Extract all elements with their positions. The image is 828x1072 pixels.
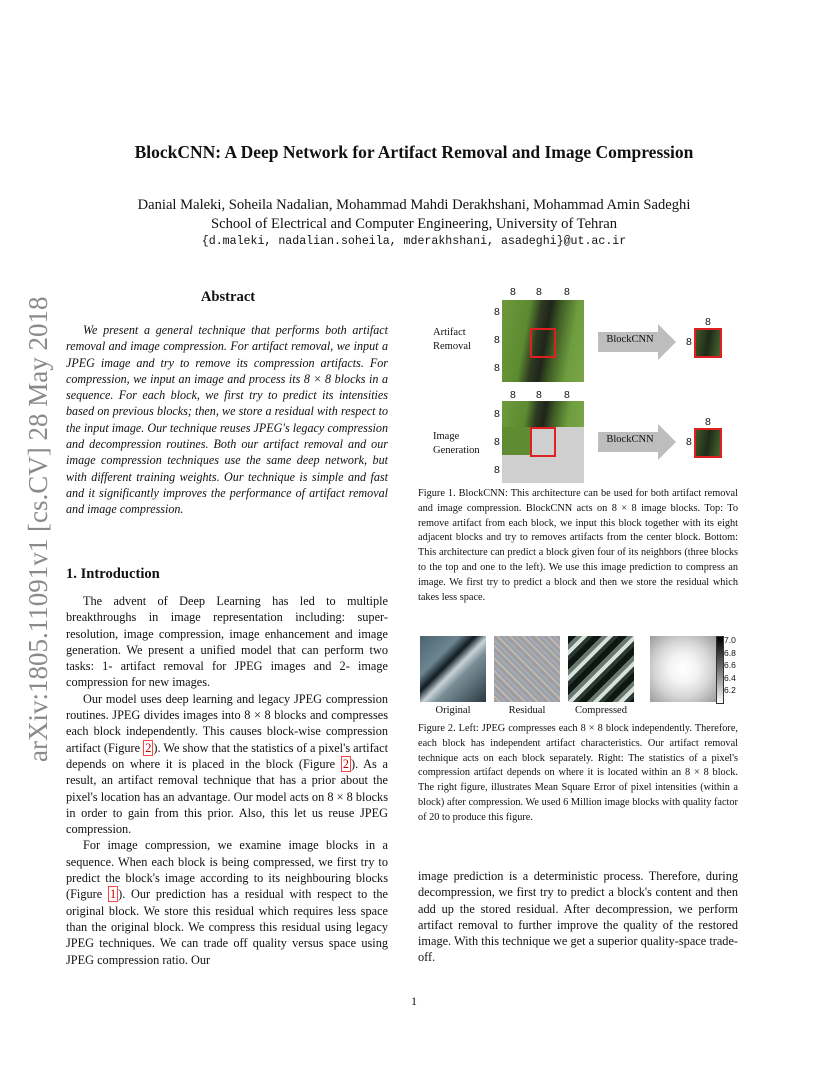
intro-body (66, 593, 388, 968)
original-image (420, 636, 486, 702)
dim-label: 8 (686, 436, 692, 448)
dim-label: 8 (494, 436, 500, 448)
intro-paragraph-3: For image compression, we examine image blocks in a sequence. When each block is being compressed, we first try to predict the block's image according to its neighbouring blocks (Figure 1 ). Our prediction has a residual with respect to the original block. We store this residual which requires less space than the original block. We compress this residual using legacy JPEG techniques. We can trade off quality versus space using JPEG compression ratio. Our (66, 838, 388, 967)
known-top-blocks (502, 401, 584, 427)
authors: Danial Maleki, Soheila Nadalian, Mohammad Mahdi Derakhshani, Mohammad Amin Sadeghi (137, 197, 691, 213)
colorbar-tick: 6.2 (724, 685, 736, 696)
dim-label: 8 (494, 362, 500, 374)
artifact-input-patch (502, 300, 584, 382)
page-number: 1 (411, 994, 417, 1008)
dim-label: 8 (536, 286, 542, 298)
colorbar-tick: 6.6 (724, 660, 736, 671)
residual-image (494, 636, 560, 702)
known-left-block (502, 427, 530, 455)
figure-2-caption: Figure 2. Left: JPEG compresses each 8 × 8 block independently. Therefore, each block has independent artifact characteristics. Our artifact removal technique acts on each block separately. Right: The statistics of a pixel's compression artifact depends on where it is located within an 8 × 8 block. The right figure, illustrates Mean Square Error of pixel intensities (within a block) after compression. We used 6 Million image blocks with quality factor of 20 to produce this figure. (418, 723, 738, 823)
arxiv-sidebar: arXiv:1805.11091v1 [cs.CV] 28 May 2018 (23, 296, 53, 762)
dim-label: 8 (536, 389, 542, 401)
generation-input-patch (502, 401, 584, 483)
dim-label: 8 (564, 286, 570, 298)
center-block-highlight (530, 427, 556, 457)
dim-label: 8 (494, 408, 500, 420)
blockcnn-arrow (598, 424, 678, 460)
blockcnn-label: BlockCNN (606, 434, 654, 445)
colorbar-tick: 6.4 (724, 672, 736, 683)
dim-label: 8 (494, 464, 500, 476)
center-block-highlight (530, 328, 556, 358)
intro-paragraph-2: Our model uses deep learning and legacy JPEG compression routines. JPEG divides images into 8 × 8 blocks and compresses each block independently. This causes block-wise compression artifact (Figure 2 ). We show that the statistics of a pixel's artifact depends on where it is placed in the block (Figure 2 ). As a result, an artifact removal technique that has a prior about the pixel's location has an advantage. Our model acts on 8 × 8 blocks in order to gain from this prior. Also, this let us reuse JPEG compression. (66, 691, 388, 837)
figure-2-link[interactable]: 2 (342, 756, 349, 771)
blockcnn-label: BlockCNN (606, 334, 654, 345)
figure-2 (418, 632, 748, 722)
compressed-image (568, 636, 634, 702)
colorbar (716, 636, 724, 704)
colorbar-tick: 6.8 (724, 647, 736, 658)
dim-label: 8 (510, 389, 516, 401)
generated-output-block (694, 428, 722, 458)
compressed-label: Compressed (575, 705, 627, 716)
image-generation-label: Image Generation (433, 431, 480, 456)
dim-label: 8 (705, 416, 711, 428)
intro-heading: 1. Introduction (66, 566, 160, 582)
dim-label: 8 (564, 389, 570, 401)
figure-1 (418, 284, 748, 484)
abstract-text: We present a general technique that performs both artifact removal and image compression. For artifact removal, we input a JPEG image and try to remove its compression artifacts. For compression, we input an image and process its 8 × 8 blocks in a sequence. For each block, we first try to predict its intensities based on previous blocks; then, we store a residual with respect to the input image. Our technique reuses JPEG's legacy compression and decompression routines. Both our artifact removal and our image compression techniques use the same deep network, but with different training weights. Our technique is simple and fast and it significantly improves the performance of artifact removal and image compression. (66, 323, 388, 517)
figure-1-link[interactable]: 1 (109, 887, 117, 902)
dim-label: 8 (705, 316, 711, 328)
author-emails: {d.maleki, nadalian.soheila, mderakhshani, asadeghi}@ut.ac.ir (201, 235, 627, 248)
right-column-text: image prediction is a deterministic process. Therefore, during decompression, we first try to predict a block's content and then add up the stored residual. After decompression, we perform artifact removal to further improve the quality of the restored image. With this technique we get a superior quality-space trade-off. (418, 869, 738, 965)
artifact-output-block (694, 328, 722, 358)
dim-label: 8 (686, 336, 692, 348)
mse-heatmap (650, 636, 716, 702)
blockcnn-arrow (598, 324, 678, 360)
figure-2-link[interactable]: 2 (145, 740, 152, 755)
dim-label: 8 (494, 306, 500, 318)
artifact-removal-label: Artifact Removal (433, 327, 471, 352)
author-block (0, 196, 828, 234)
original-label: Original (435, 705, 471, 716)
intro-paragraph-1: The advent of Deep Learning has led to multiple breakthroughs in image representation including: super-resolution, image compression, image enhancement and image generation. We present a unified model that can perform two tasks: 1- artifact removal for JPEG images and 2- image compression for new images. (66, 594, 388, 690)
paper-title: BlockCNN: A Deep Network for Artifact Removal and Image Compression (134, 142, 694, 162)
dim-label: 8 (494, 334, 500, 346)
colorbar-tick: 7.0 (724, 635, 736, 645)
residual-label: Residual (508, 705, 546, 716)
figure-1-caption: Figure 1. BlockCNN: This architecture can be used for both artifact removal and image compression. BlockCNN acts on 8 × 8 image blocks. Top: To remove artifact from each block, we input this block together with its eight adjacent blocks and try to removes artifacts from the center block. Bottom: This architecture can predict a block given four of its neighbors (three blocks to the top and one to the left). We use this image prediction to compress an image. We first try to predict a block and then we store the residual which takes less space. (418, 488, 738, 603)
affiliation: School of Electrical and Computer Engineering, University of Tehran (210, 216, 617, 232)
dim-label: 8 (510, 286, 516, 298)
abstract-heading: Abstract (200, 289, 256, 305)
colorbar-ticks (724, 634, 736, 697)
